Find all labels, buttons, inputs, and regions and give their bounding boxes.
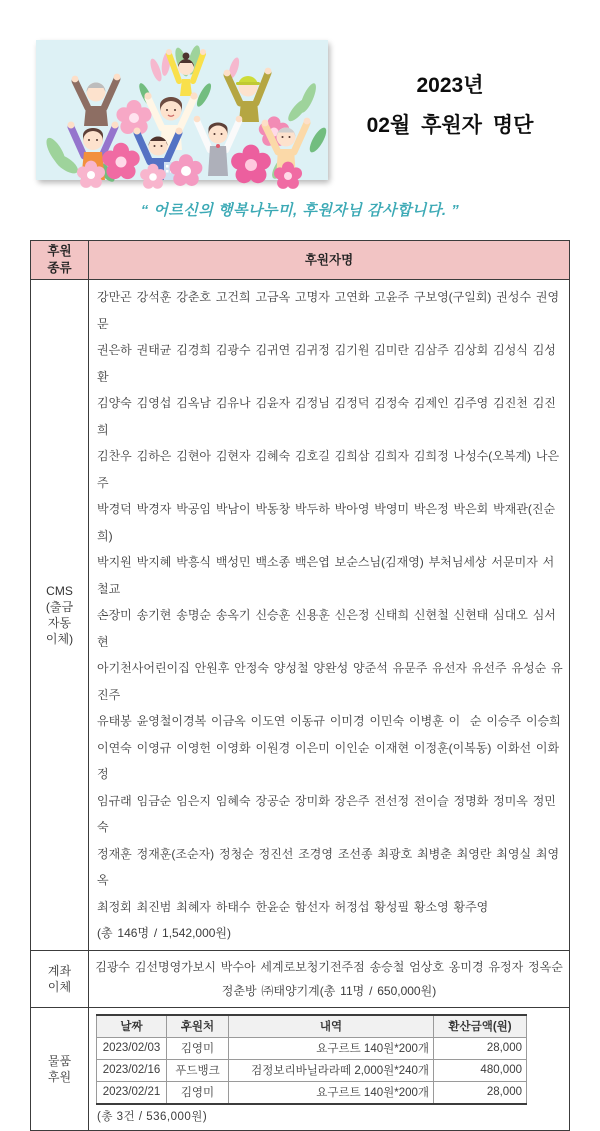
goods-column-header: 날짜 [97,1015,167,1038]
goods-row [97,1081,527,1104]
donor-names-line: 이연숙 이영규 이영헌 이영화 이원경 이은미 이인순 이재현 이정훈(이복동) 이화선 이화정 [97,740,560,781]
donor-names-line: 김찬우 김하은 김현아 김현자 김혜숙 김호길 김희삼 김희자 김희정 나성수(오복계) 나은주 [97,449,560,490]
goods-source: 푸드뱅크 [167,1059,229,1081]
type-label-line: 계좌 [47,963,72,978]
donor-names-line: 최정회 최진범 최혜자 하태수 한윤순 함선자 허정섭 황성필 황소영 황주영 [97,899,489,914]
goods-column-header: 환산금액(원) [434,1015,527,1038]
title-year: 2023년 [416,74,484,97]
goods-column-header: 내역 [229,1015,434,1038]
col-header-donor-names: 후원자명 [89,241,570,280]
goods-table [96,1014,527,1105]
goods-row [97,1059,527,1081]
goods-source: 김영미 [167,1081,229,1104]
cms-names-cell [89,280,570,951]
row-bank-transfer [31,950,570,1007]
goods-source: 김영미 [167,1037,229,1059]
type-label-line: 이체 [47,979,72,994]
goods-description: 검정보리바닐라라떼 2,000원*240개 [229,1059,434,1081]
donor-names-line: 정춘방 ㈜태양기계(총 11명 / 650,000원) [221,983,437,998]
goods-column-header: 후원처 [167,1015,229,1038]
type-label-line: 후원 [47,1069,72,1084]
goods-amount: 28,000 [434,1037,527,1059]
goods-row [97,1037,527,1059]
bank-type-label [31,950,89,1007]
header-line: 후원 [47,244,72,258]
donor-names-line: 정재훈 정재훈(조순자) 정청순 정진선 조경영 조선종 최광호 최병춘 최영란 최영실 최영옥 [97,846,560,887]
goods-cell [89,1007,570,1130]
goods-amount: 28,000 [434,1081,527,1104]
celebration-illustration [36,40,328,180]
goods-header-row [97,1015,527,1038]
type-label-line: CMS [46,583,73,598]
bank-names-cell [89,950,570,1007]
donor-names-line: 권은하 권태균 김경희 김광수 김귀연 김귀정 김기원 김미란 김삼주 김상회 김성식 김성환 [97,343,556,384]
donor-names-line: 강만곤 강석훈 강춘호 고건희 고금옥 고명자 고연화 고윤주 구보영(구일회) 권성수 권영문 [97,290,560,331]
goods-description: 요구르트 140원*200개 [229,1037,434,1059]
goods-date: 2023/02/21 [97,1081,167,1104]
goods-rows [97,1037,527,1104]
donor-names-line: 박경덕 박경자 박공임 박남이 박동창 박두하 박아영 박영미 박은정 박은회 박재관(진순희) [97,502,556,543]
page-title [318,66,582,146]
goods-date: 2023/02/16 [97,1059,167,1081]
type-label-line: 자동 [47,615,72,630]
goods-amount: 480,000 [434,1059,527,1081]
goods-type-label [31,1007,89,1130]
type-label-line: 물품 [47,1053,72,1068]
donor-names-line: 박지원 박지혜 박흥식 백성민 백소종 백은엽 보순스님(김재영) 부처님세상 서문미자 서철교 [97,555,555,596]
goods-total: (총 3건 / 536,000원) [97,1110,208,1123]
donation-type-header-lines [31,243,88,277]
goods-date: 2023/02/03 [97,1037,167,1059]
table-header-row [31,241,570,280]
donor-names-line: 손장미 송기현 송명순 송옥기 신승훈 신용훈 신은정 신태희 신현철 신현태 심대오 심서현 [97,608,556,649]
type-label-line: 이체) [45,631,74,646]
header-line: 종류 [47,261,72,275]
title-month-list: 02월 후원자 명단 [366,114,534,137]
donor-names-line: 아기천사어린이집 안원후 안정숙 양성철 양완성 양준석 유문주 유선자 유선주 유성순 유진주 [97,661,563,702]
row-goods-donation [31,1007,570,1130]
donor-names-line: 임규래 임금순 임은지 임혜숙 장공순 장미화 장은주 전선정 전이슬 정명화 정미옥 정민숙 [97,793,556,834]
donor-names-line: 김양숙 김영섭 김옥남 김유나 김윤자 김정님 김정덕 김정숙 김제인 김주영 김진천 김진희 [97,396,556,437]
type-label-line: (출금 [45,599,74,614]
donor-table [30,240,570,1131]
cms-type-label [31,280,89,951]
cms-total: (총 146명 / 1,542,000원) [97,926,232,940]
goods-description: 요구르트 140원*200개 [229,1081,434,1104]
donor-names-line: 유태봉 윤영철이경복 이금옥 이도연 이동규 이미경 이민숙 이병훈 이 순 이승주 이승희 [97,714,561,728]
donor-names-line: 김광수 김선명영가보시 박수아 세계로보청기전주점 송승철 엄상호 옹미경 유정자 정옥순 [95,959,563,974]
col-header-donation-type [31,241,89,280]
row-cms [31,280,570,951]
thanks-quote: “ 어르신의 행복나누미, 후원자님 감사합니다. ” [140,202,460,219]
